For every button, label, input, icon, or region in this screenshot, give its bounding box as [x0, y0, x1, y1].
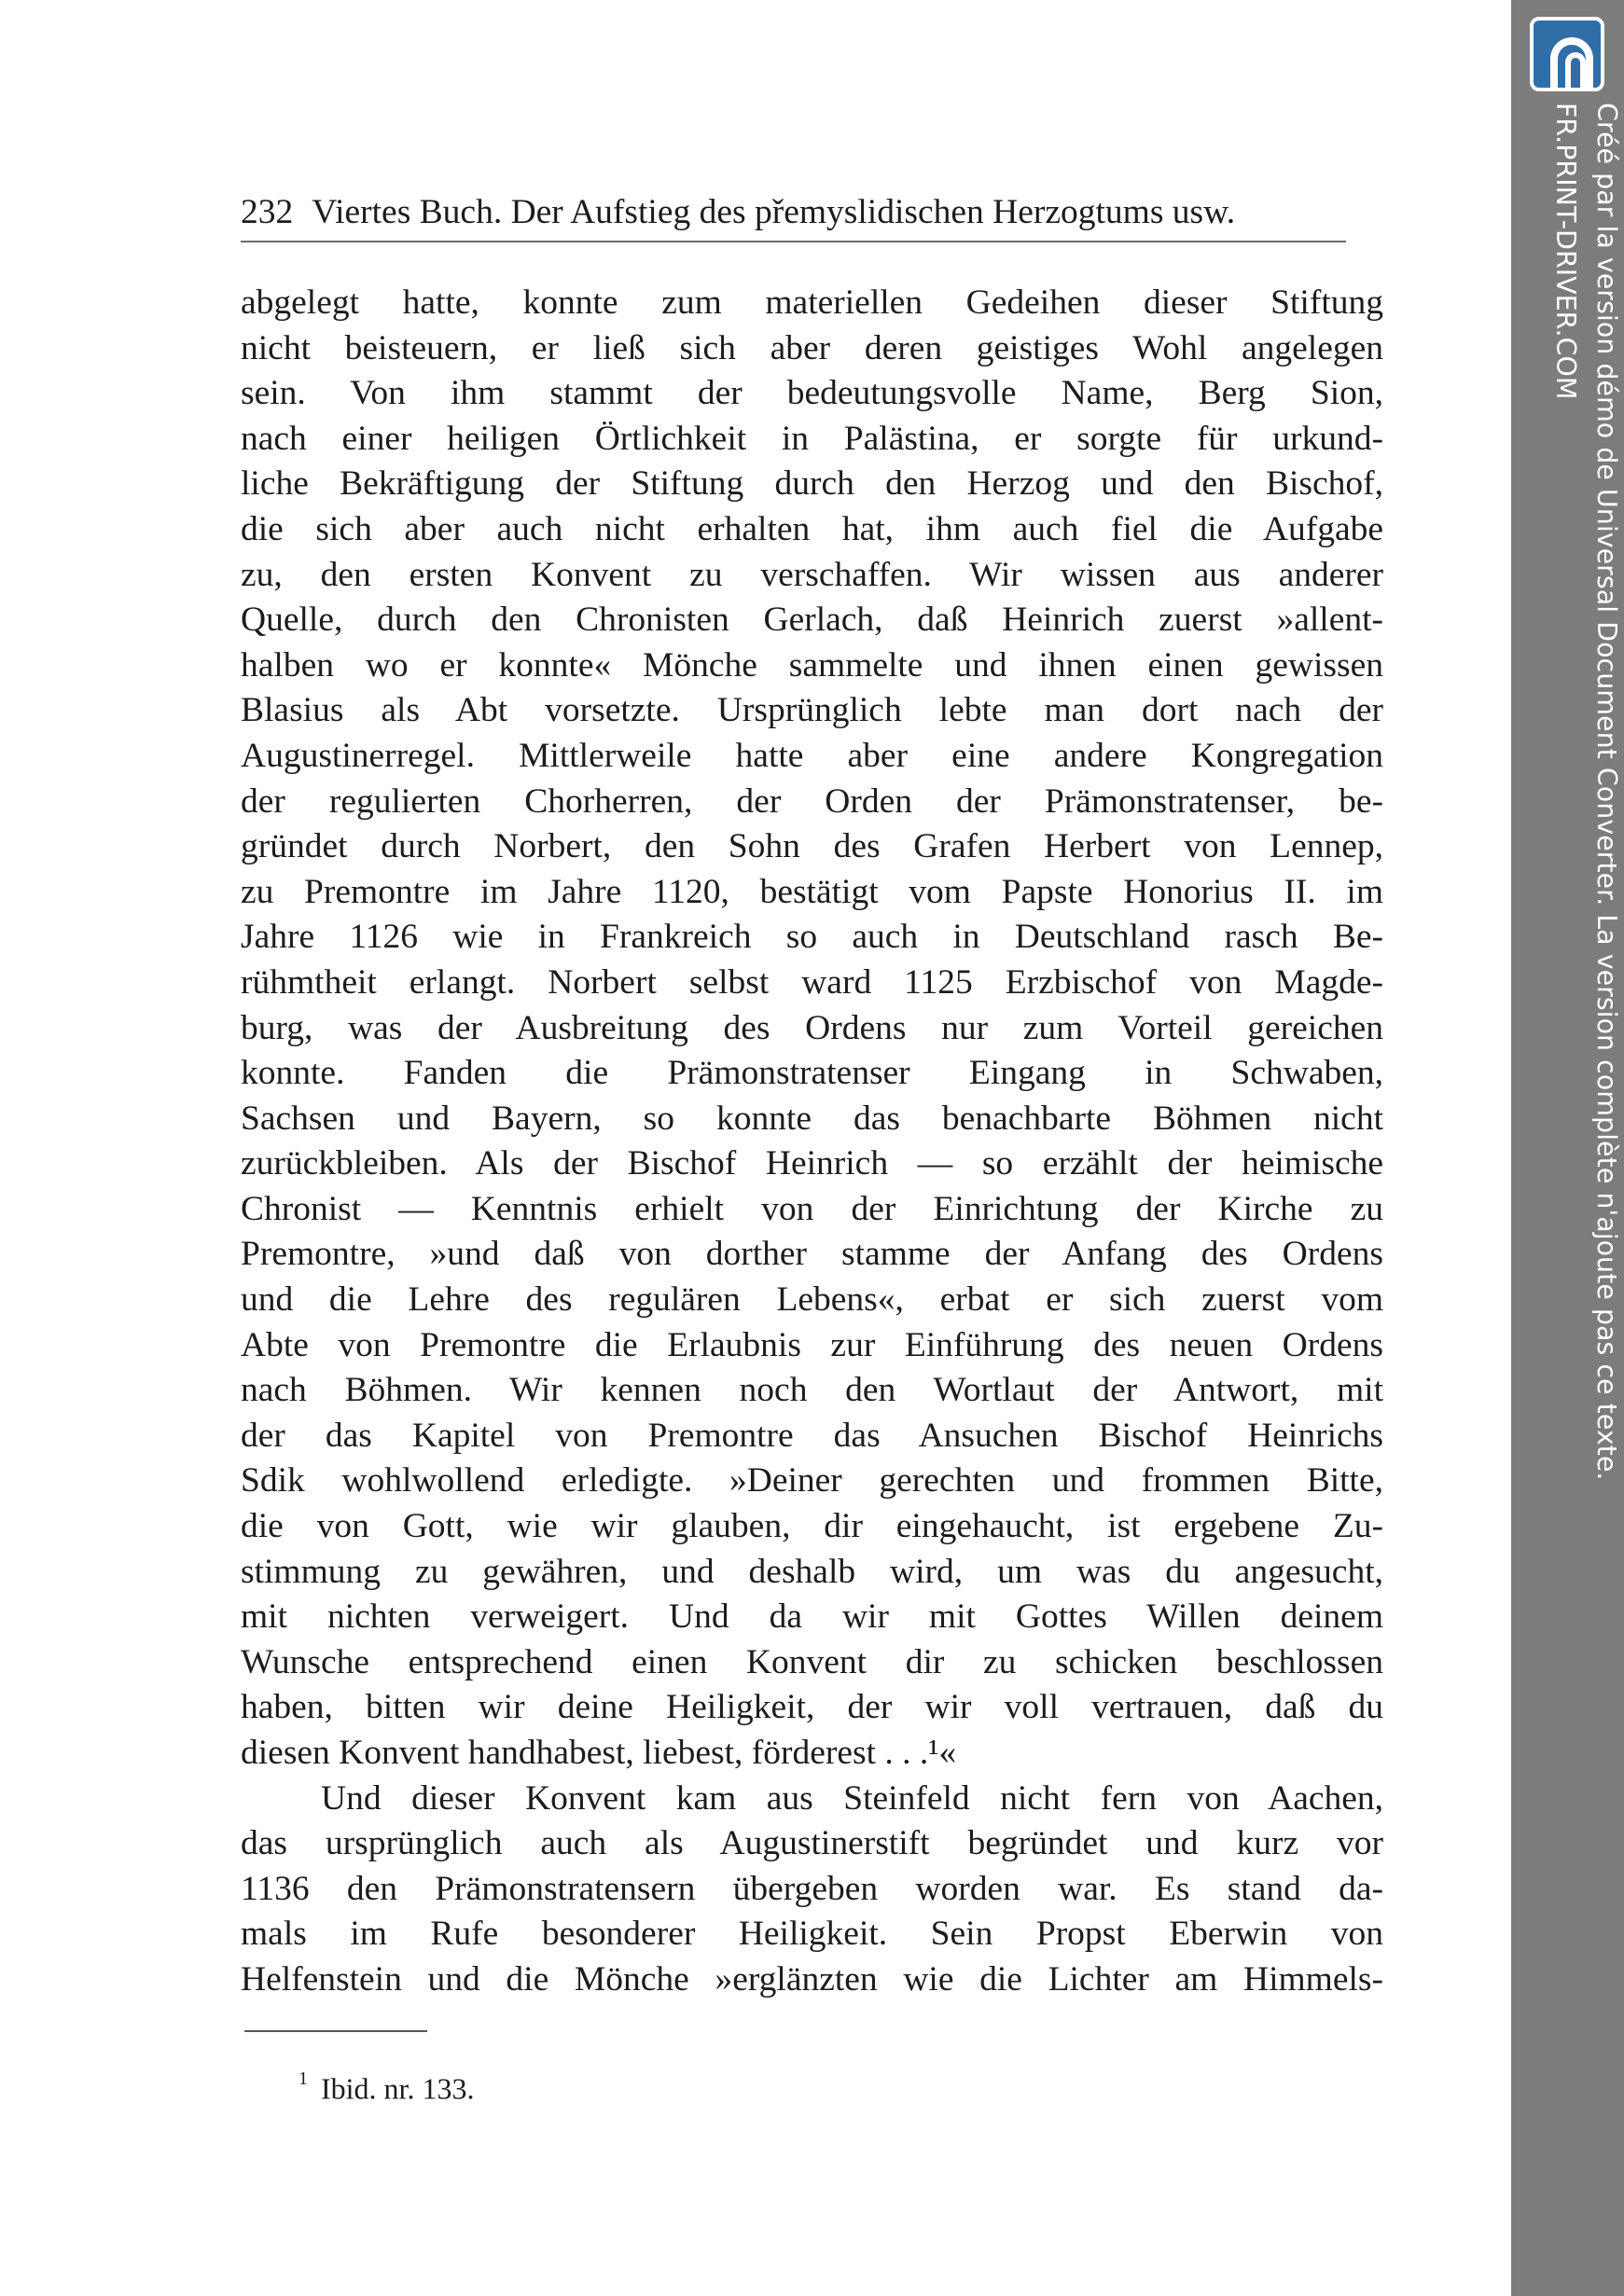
page-number: 232 [241, 193, 294, 231]
text-line: Quelle, durch den Chronisten Gerlach, daß Heinrich zuerst »allent- [241, 601, 1383, 640]
text-line: zu Premontre im Jahre 1120, bestätigt vom Papste Honorius II. im [241, 872, 1383, 911]
text-line: stimmung zu gewähren, und deshalb wird, um was du angesucht, [241, 1552, 1383, 1591]
text-line: nach einer heiligen Örtlichkeit in Palästina, er sorgte für urkund- [241, 419, 1383, 458]
running-title: Viertes Buch. Der Aufstieg des přemyslidischen Herzogtums usw. [312, 193, 1236, 231]
watermark-line-1: Créé par la version démo de Universal Document Converter. La version complète n'ajoute pas ce texte. [1591, 103, 1622, 1481]
text-line: konnte. Fanden die Prämonstratenser Eingang in Schwaben, [241, 1054, 1383, 1093]
text-line: diesen Konvent handhabest, liebest, förderest . . .¹« [241, 1734, 957, 1772]
text-line: Augustinerregel. Mittlerweile hatte aber eine andere Kongregation [241, 736, 1383, 775]
text-line: die sich aber auch nicht erhalten hat, ihm auch fiel die Aufgabe [241, 509, 1383, 548]
paragraph-first-line: Und dieser Konvent kam aus Steinfeld nicht fern von Aachen, [321, 1778, 1383, 1818]
footnote-text: Ibid. nr. 133. [321, 2071, 475, 2106]
text-line: die von Gott, wie wir glauben, dir eingehaucht, ist ergebene Zu- [241, 1507, 1383, 1546]
text-line: burg, was der Ausbreitung des Ordens nur zum Vorteil gereichen [241, 1008, 1383, 1047]
text-line: der regulierten Chorherren, der Orden der Prämonstratenser, be- [241, 781, 1383, 821]
footnote [298, 2064, 474, 2108]
text-line: nach Böhmen. Wir kennen noch den Wortlaut der Antwort, mit [241, 1371, 1383, 1410]
text-line: halben wo er konnte« Mönche sammelte und ihnen einen gewissen [241, 645, 1383, 685]
text-line: mals im Rufe besonderer Heiligkeit. Sein Propst Eberwin von [241, 1915, 1383, 1954]
text-line: zu, den ersten Konvent zu verschaffen. Wir wissen aus anderer [241, 555, 1383, 594]
text-line: Abte von Premontre die Erlaubnis zur Einführung des neuen Ordens [241, 1325, 1383, 1364]
text-line: Wunsche entsprechend einen Konvent dir zu schicken beschlossen [241, 1642, 1383, 1681]
text-line: Premontre, »und daß von dorther stamme der Anfang des Ordens [241, 1235, 1383, 1274]
text-line: der das Kapitel von Premontre das Ansuchen Bischof Heinrichs [241, 1416, 1383, 1455]
text-line: nicht beisteuern, er ließ sich aber deren geistiges Wohl angelegen [241, 328, 1383, 367]
text-line: Blasius als Abt vorsetzte. Ursprünglich lebte man dort nach der [241, 691, 1383, 730]
text-line: sein. Von ihm stammt der bedeutungsvolle Name, Berg Sion, [241, 374, 1383, 413]
footnote-rule [244, 2030, 427, 2032]
text-line: und die Lehre des regulären Lebens«, erbat er sich zuerst vom [241, 1280, 1383, 1320]
text-line: gründet durch Norbert, den Sohn des Grafen Herbert von Lennep, [241, 827, 1383, 866]
text-line: 1136 den Prämonstratensern übergeben worden war. Es stand da- [241, 1869, 1383, 1908]
running-header [241, 192, 1346, 233]
body-text [241, 281, 1383, 2003]
text-line: liche Bekräftigung der Stiftung durch den Herzog und den Bischof, [241, 464, 1383, 504]
text-line: haben, bitten wir deine Heiligkeit, der wir voll vertrauen, daß du [241, 1688, 1383, 1727]
watermark-text [1524, 103, 1624, 1912]
text-line: Sdik wohlwollend erledigte. »Deiner gerechten und frommen Bitte, [241, 1461, 1383, 1501]
text-line: Jahre 1126 wie in Frankreich so auch in Deutschland rasch Be- [241, 918, 1383, 957]
header-rule [241, 241, 1346, 242]
text-line: abgelegt hatte, konnte zum materiellen Gedeihen dieser Stiftung [241, 284, 1383, 322]
text-line: Helfenstein und die Mönche »erglänzten wie die Lichter am Himmels- [241, 1959, 1383, 1999]
text-line: das ursprünglich auch als Augustinerstift begründet und kurz vor [241, 1824, 1383, 1863]
document-converter-logo-icon [1530, 17, 1604, 91]
text-line: rühmtheit erlangt. Norbert selbst ward 1125 Erzbischof von Magde- [241, 962, 1383, 1002]
footnote-marker: 1 [298, 2068, 308, 2089]
text-line: zurückbleiben. Als der Bischof Heinrich — so erzählt der heimische [241, 1144, 1383, 1183]
text-line: mit nichten verweigert. Und da wir mit Gottes Willen deinem [241, 1598, 1383, 1637]
text-line: Sachsen und Bayern, so konnte das benachbarte Böhmen nicht [241, 1099, 1383, 1138]
text-line: Chronist — Kenntnis erhielt von der Einrichtung der Kirche zu [241, 1189, 1383, 1228]
watermark-line-2: FR.PRINT-DRIVER.COM [1550, 103, 1581, 400]
